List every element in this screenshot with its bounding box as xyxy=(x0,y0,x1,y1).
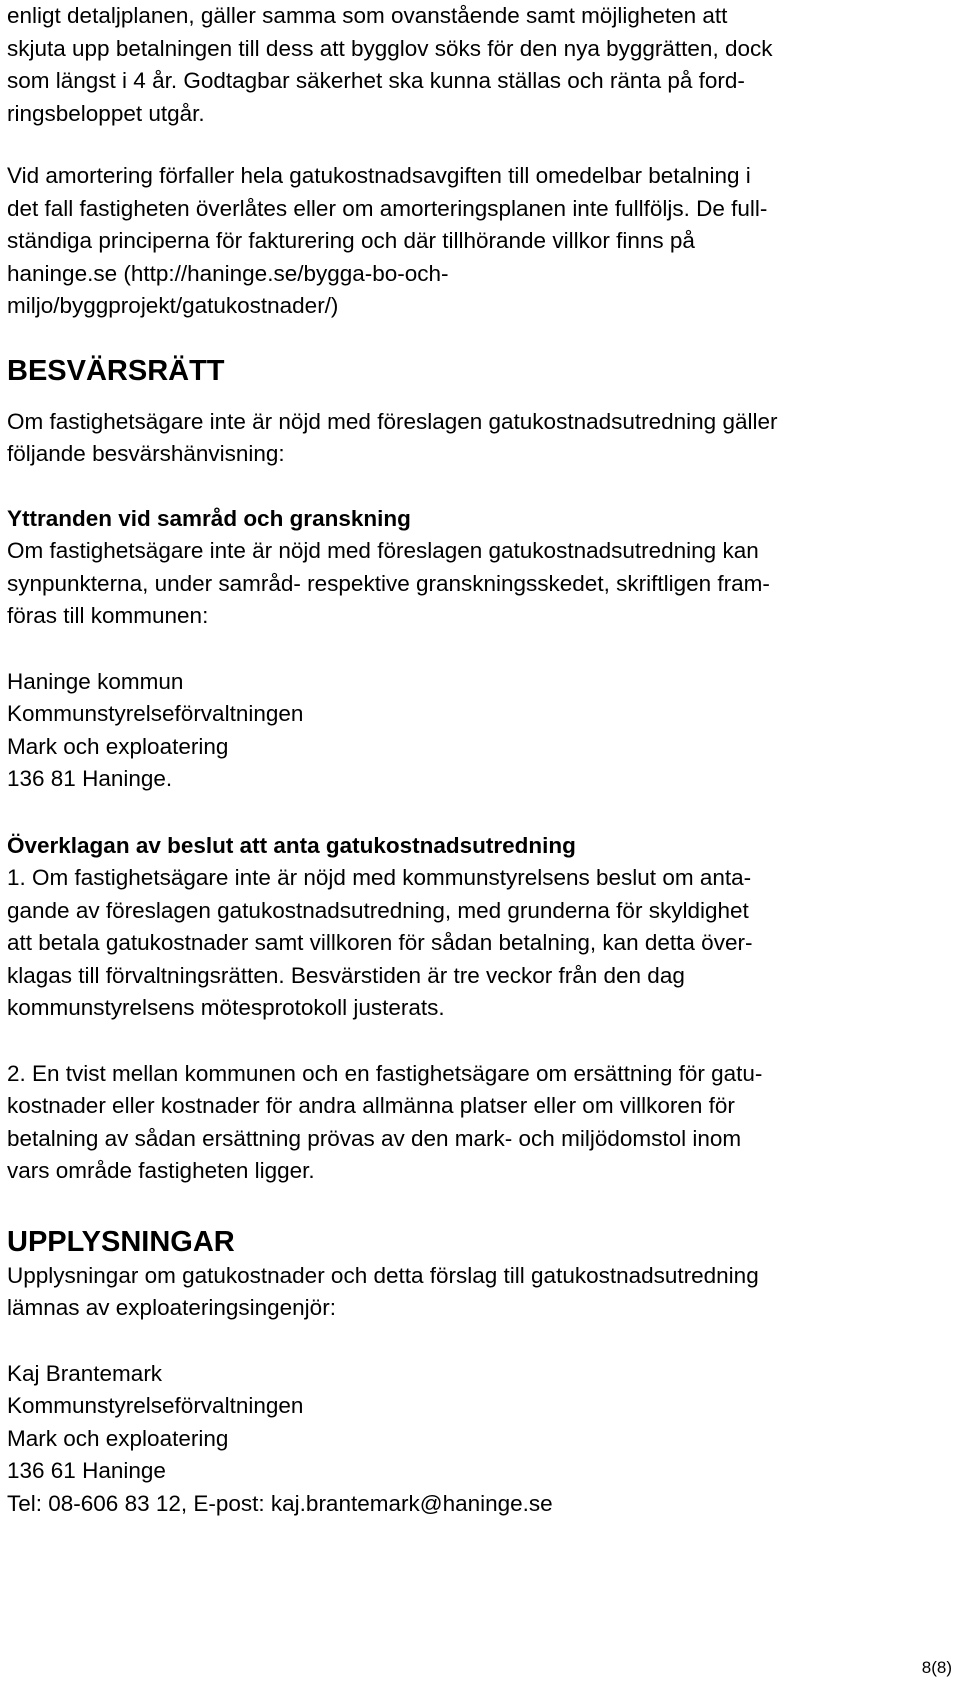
besvar-intro-paragraph: Om fastighetsägare inte är nöjd med föreslagen gatukostnadsutredning gäller följande besvärshänvisning: xyxy=(7,408,778,466)
contact-block: Kaj Brantemark Kommunstyrelseförvaltningen Mark och exploatering 136 61 Haninge Tel: 08-606 83 12, E-post: kaj.brantemark@haninge.se xyxy=(7,1360,553,1516)
intro-paragraph: enligt detaljplanen, gäller samma som ovanstående samt möjligheten att skjuta upp betalningen till dess att bygglov söks för den nya byggrätten, dock som längst i 4 år. Godtagbar säkerhet ska kunna ställas och ränta på ford- ringsbeloppet utgår. xyxy=(7,3,773,126)
yttranden-paragraph: Om fastighetsägare inte är nöjd med föreslagen gatukostnadsutredning kan synpunkterna, under samråd- respektive granskningsskedet, skriftligen fram- föras till kommunen: xyxy=(7,538,770,628)
overklagan-paragraph-2: 2. En tvist mellan kommunen och en fastighetsägare om ersättning för gatu- kostnader eller kostnader för andra allmänna platser eller om villkoren för betalning av sådan ersättning prövas av den mark- och miljödomstol inom vars område fastigheten ligger. xyxy=(7,1060,763,1183)
upplysningar-paragraph: Upplysningar om gatukostnader och detta förslag till gatukostnadsutredning lämnas av exploateringsingenjör: xyxy=(7,1262,759,1320)
document-page xyxy=(7,0,947,1520)
upplysningar-heading: UPPLYSNINGAR xyxy=(7,1225,235,1258)
page-number: 8(8) xyxy=(921,1658,952,1677)
kommun-address: Haninge kommun Kommunstyrelseförvaltningen Mark och exploatering 136 81 Haninge. xyxy=(7,668,304,791)
amortering-paragraph: Vid amortering förfaller hela gatukostnadsavgiften till omedelbar betalning i det fall fastigheten överlåtes eller om amorteringsplanen inte fullföljs. De full- ständiga principerna för fakturering och där tillhörande villkor finns på haninge.se (http://haninge.se/bygga-bo-och- miljo/byggprojekt/gatukostnader/) xyxy=(7,163,768,318)
overklagan-paragraph-1: 1. Om fastighetsägare inte är nöjd med kommunstyrelsens beslut om anta- gande av föreslagen gatukostnadsutredning, med grunderna för skyldighet att betala gatukostnader samt villkoren för sådan betalning, kan detta över- klagas till förvaltningsrätten. Besvärstiden är tre veckor från den dag kommunstyrelsens mötesprotokoll justerats. xyxy=(7,865,753,1020)
overklagan-heading: Överklagan av beslut att anta gatukostnadsutredning xyxy=(7,832,576,858)
yttranden-heading: Yttranden vid samråd och granskning xyxy=(7,505,411,531)
besvarsratt-heading: BESVÄRSRÄTT xyxy=(7,354,225,387)
